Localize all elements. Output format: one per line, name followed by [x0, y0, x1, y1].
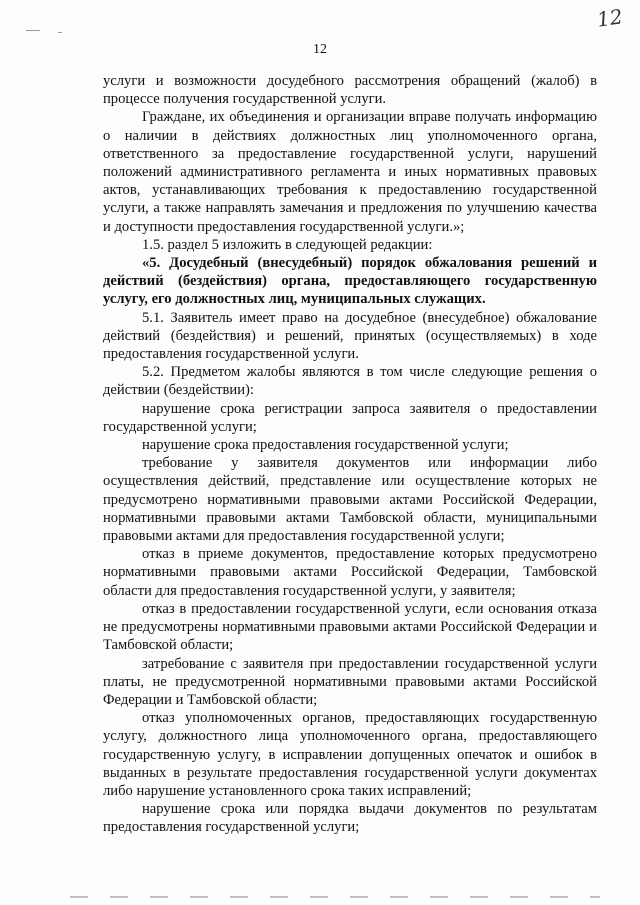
section-heading: «5. Досудебный (внесудебный) порядок обжалования решений и действий (бездействия) органа, предоставляющего государственную услугу, его должностных лиц, муниципальных служащих.	[103, 255, 597, 308]
list-item: требование у заявителя документов или информации либо осуществления действий, представление или осуществление которых не предусмотрено нормативными правовыми актами Российской Федерации, нормативными правовыми актами Тамбовской области, муниципальными правовыми актами для предоставления государственной услуги;	[103, 455, 597, 545]
scan-mark	[26, 30, 40, 31]
list-item: затребование с заявителя при предоставлении государственной услуги платы, не предусмотренной нормативными правовыми актами Российской Федерации и Тамбовской области;	[103, 655, 597, 708]
list-item: нарушение срока регистрации запроса заявителя о предоставлении государственной услуги;	[103, 400, 597, 435]
list-item: нарушение срока или порядка выдачи документов по результатам предоставления государственной услуги;	[103, 801, 597, 836]
scan-artifact	[70, 896, 600, 898]
paragraph: Граждане, их объединения и организации вправе получать информацию о наличии в действиях должностных лиц уполномоченного органа, ответственного за предоставление государственной услуги, нарушений положений административного регламента и иных нормативных правовых актов, устанавливающих требования к предоставлению государственной услуги, а также направлять замечания и предложения по улучшению качества и доступности предоставления государственной услуги.»;	[103, 109, 597, 235]
list-item: отказ уполномоченных органов, предоставляющих государственную услугу, должностного лица уполномоченного органа, предоставляющего государственную услугу, в исправлении допущенных опечаток и ошибок в выданных в результате предоставления государственной услуги документах либо нарушение установленного срока таких исправлений;	[103, 710, 597, 799]
paragraph: услуги и возможности досудебного рассмотрения обращений (жалоб) в процессе получения государственной услуги.	[103, 73, 597, 108]
paragraph: 1.5. раздел 5 изложить в следующей редакции:	[142, 236, 433, 253]
list-item: отказ в приеме документов, предоставление которых предусмотрено нормативными правовыми актами Российской Федерации, Тамбовской области для предоставления государственной услуги, у заявителя;	[103, 546, 597, 599]
list-item: отказ в предоставлении государственной услуги, если основания отказа не предусмотрены нормативными правовыми актами Российской Федерации и Тамбовской области;	[103, 600, 597, 654]
page-number: 12	[313, 42, 327, 57]
handwritten-page-number: 12	[595, 4, 624, 32]
document-body	[103, 72, 597, 837]
paragraph: 5.2. Предметом жалобы являются в том числе следующие решения о действии (бездействии):	[103, 364, 597, 399]
paragraph: 5.1. Заявитель имеет право на досудебное (внесудебное) обжалование действий (бездействия) и решений, принятых (осуществляемых) в ходе предоставления государственной услуги.	[103, 309, 597, 363]
list-item: нарушение срока предоставления государственной услуги;	[142, 437, 509, 454]
scan-mark	[58, 32, 62, 33]
